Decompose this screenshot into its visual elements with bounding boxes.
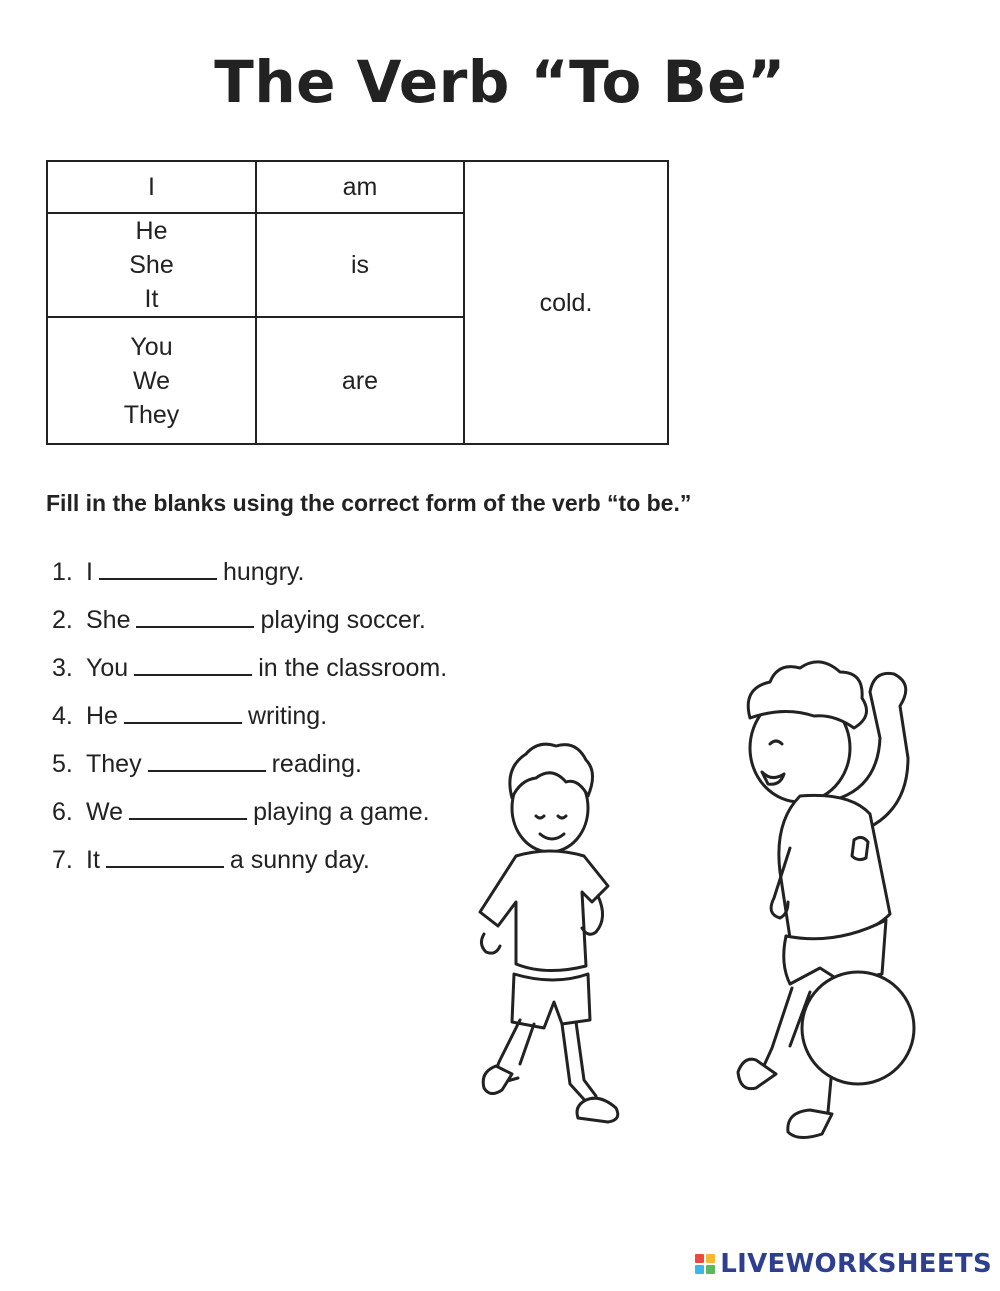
answer-blank[interactable] (124, 698, 242, 724)
item-rest: playing soccer. (260, 606, 426, 634)
item-number: 1. (52, 558, 73, 586)
pronoun-cell (47, 317, 256, 444)
item-rest: a sunny day. (229, 846, 370, 874)
running-boy-drawing (480, 744, 618, 1122)
pronoun: He (135, 217, 168, 245)
list-item (52, 698, 447, 746)
item-rest: reading. (271, 750, 362, 778)
conjugation-table (46, 160, 669, 445)
item-number: 5. (52, 750, 73, 778)
pronoun-cell (47, 161, 256, 213)
item-number: 4. (52, 702, 73, 730)
pronoun: You (130, 332, 173, 361)
list-item (52, 842, 447, 890)
exercise-list (52, 554, 447, 890)
pronoun: They (123, 400, 180, 429)
brand-name: LIVEWORKSHEETS (720, 1249, 992, 1279)
answer-blank[interactable] (148, 746, 266, 772)
item-rest: hungry. (222, 558, 305, 586)
pronoun: I (148, 173, 155, 201)
item-number: 7. (52, 846, 73, 874)
list-item (52, 794, 447, 842)
liveworksheets-logo-icon (695, 1254, 715, 1274)
item-subject: We (86, 798, 124, 826)
item-subject: They (86, 750, 142, 778)
item-rest: playing a game. (253, 798, 430, 826)
table-row (47, 161, 668, 213)
verb-cell: are (256, 317, 464, 444)
list-item (52, 602, 447, 650)
item-rest: writing. (247, 702, 328, 730)
item-subject: She (86, 606, 131, 634)
list-item (52, 554, 447, 602)
kids-playing-soccer-illustration (470, 648, 930, 1168)
answer-blank[interactable] (106, 842, 224, 868)
page-title: The Verb “To Be” (214, 48, 786, 116)
verb-cell: am (256, 161, 464, 213)
item-number: 3. (52, 654, 73, 682)
footer-brand (695, 1249, 992, 1279)
item-subject: He (86, 702, 118, 730)
item-number: 6. (52, 798, 73, 826)
item-rest: in the classroom. (258, 654, 448, 682)
pronoun: It (144, 285, 159, 313)
answer-blank[interactable] (136, 602, 254, 628)
pronoun: We (132, 366, 171, 395)
list-item (52, 650, 447, 698)
complement-cell: cold. (464, 161, 668, 444)
answer-blank[interactable] (99, 554, 217, 580)
instructions: Fill in the blanks using the correct form of the verb “to be.” (46, 490, 692, 516)
item-subject: You (86, 654, 129, 682)
kicking-boy-drawing (738, 662, 914, 1138)
answer-blank[interactable] (129, 794, 247, 820)
answer-blank[interactable] (134, 650, 252, 676)
pronoun-cell (47, 213, 256, 317)
item-number: 2. (52, 606, 73, 634)
pronoun: She (129, 251, 174, 279)
item-subject: It (86, 846, 100, 874)
verb-cell: is (256, 213, 464, 317)
list-item (52, 746, 447, 794)
item-subject: I (86, 558, 93, 586)
